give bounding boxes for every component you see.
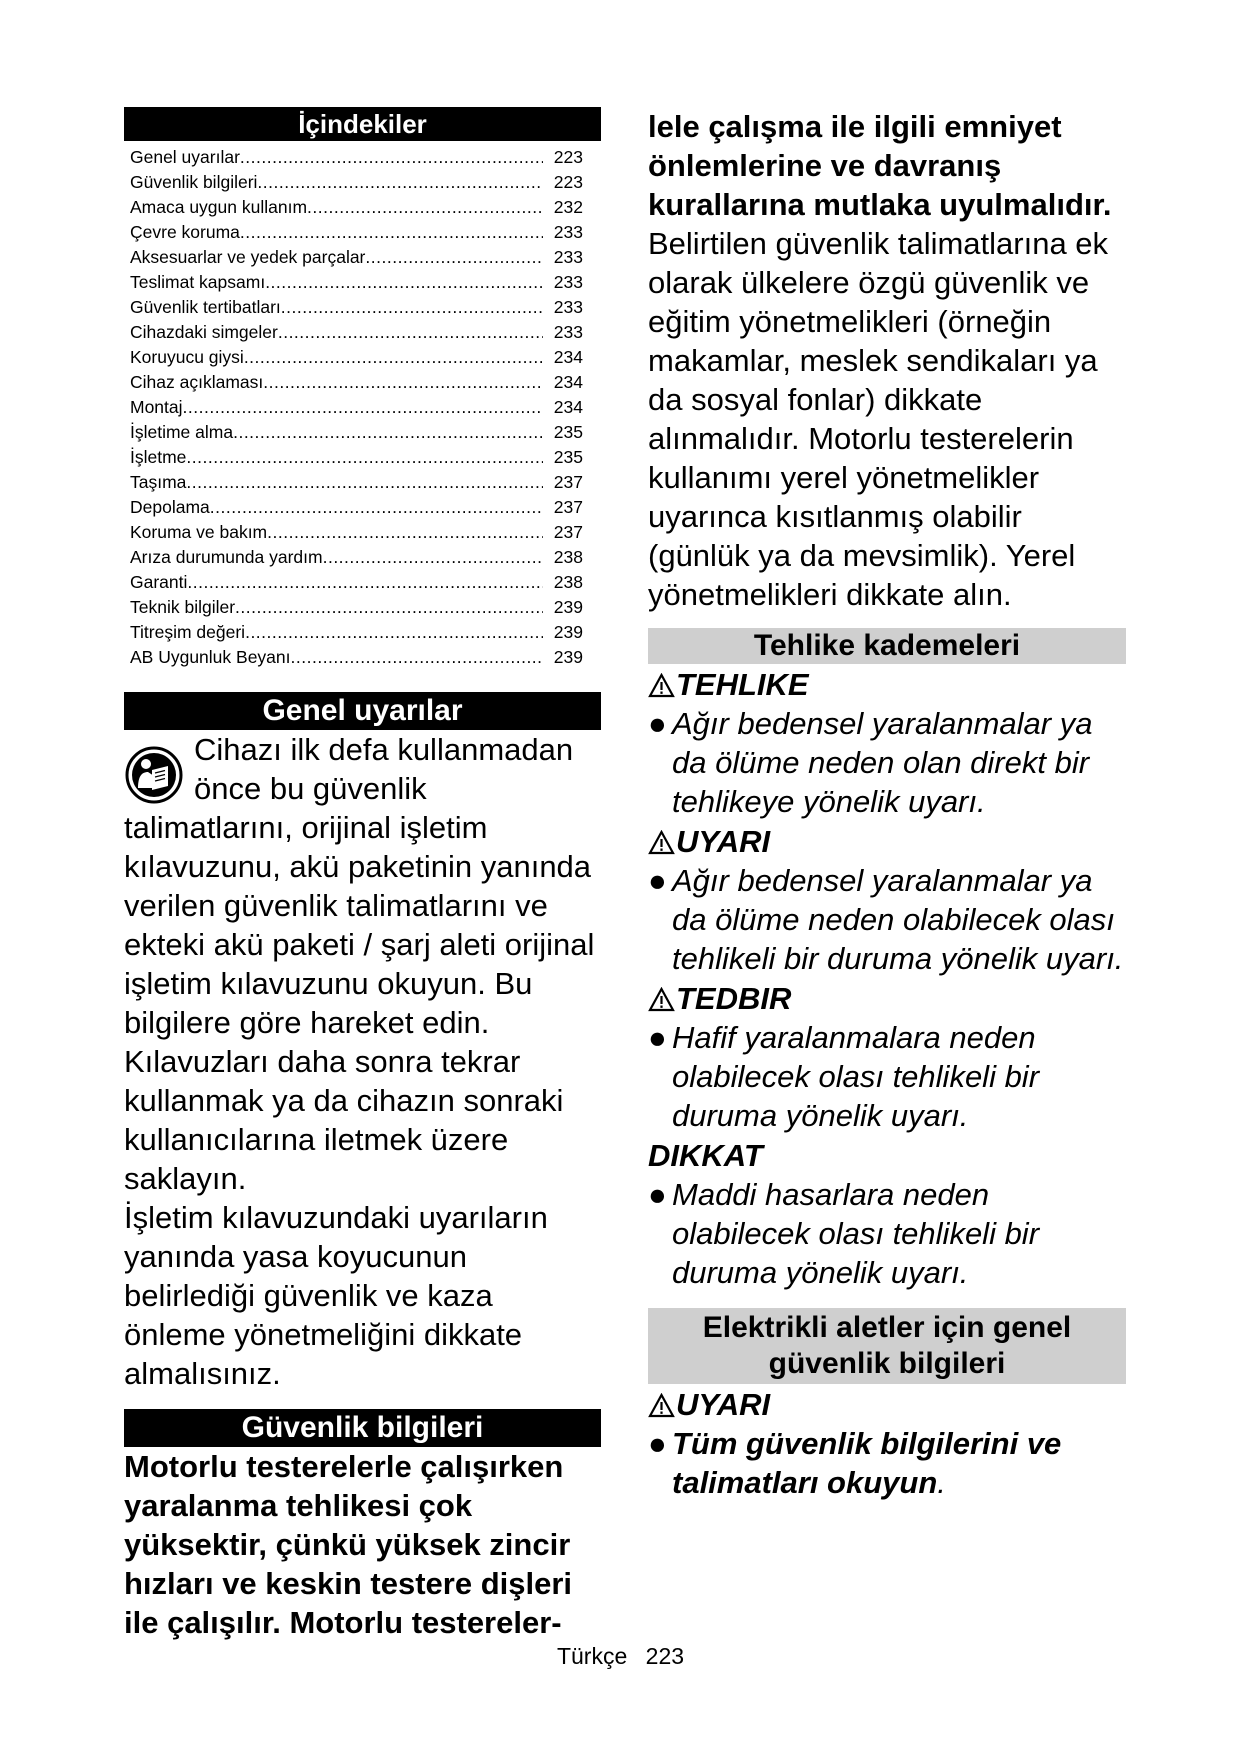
warning-triangle-icon [648,1393,675,1418]
hazard-danger-text: ● Ağır bedensel yaralanmalar ya da ölüme neden olan direkt bir tehlikeye yönelik uyarı. [648,706,1093,819]
warning-triangle-icon [648,673,675,698]
signal-word-warning: UYARI [648,823,1126,861]
hazard-notice-text: ● Maddi hasarlara neden olabilecek olası tehlikeli bir duruma yönelik uyarı. [648,1177,1040,1290]
signal-word-warning-electric: UYARI [648,1386,1126,1424]
general-warnings-paragraph-3: İşletim kılavuzundaki uyarıların yanında yasa koyucunun belirlediği güvenlik ve kaza önleme yönetmeliğini dikkate almalısınız. [124,1200,548,1391]
safety-info-bold-text-continued: lele çalışma ile ilgili emniyet önlemlerine ve davranış kurallarına mutlaka uyulmalıdır. [648,109,1112,222]
toc-entry[interactable]: Koruma ve bakım ..... 237 [130,520,601,545]
signal-word-notice: DIKKAT [648,1138,763,1173]
signal-word-caution: TEDBIR [648,980,1126,1018]
toc-entry[interactable]: Güvenlik tertibatları ..... 233 [130,295,601,320]
toc-entry[interactable]: İşletme ..... 235 [130,445,601,470]
toc-entry[interactable]: Güvenlik bilgileri ..... 223 [130,170,601,195]
hazard-levels-heading: Tehlike kademeleri [648,628,1126,664]
warning-triangle-icon [648,987,675,1012]
electric-tools-heading: Elektrikli aletler için genel güvenlik bilgileri [648,1308,1126,1384]
toc-entry[interactable]: Cihaz açıklaması ..... 234 [130,370,601,395]
toc-entry[interactable]: Amaca uygun kullanım ..... 232 [130,195,601,220]
page-number: 223 [645,1643,685,1669]
safety-info-heading: Güvenlik bilgileri [124,1409,601,1447]
toc-entry[interactable]: AB Uygunluk Beyanı ..... 239 [130,645,601,670]
toc-title: İçindekiler [124,107,601,141]
toc-entry[interactable]: Cihazdaki simgeler ..... 233 [130,320,601,345]
safety-info-text: Belirtilen güvenlik talimatlarına ek olarak ülkelere özgü güvenlik ve eğitim yönetmelikleri (örneğin makamlar, meslek sendikaları ya da sosyal fonlar) dikkate alınmalıdır. Motorlu testerelerin kullanımı yerel yönetmelikler uyarınca kısıtlanmış olabilir (günlük ya da mevsimlik). Yerel yönetmelikleri dikkate alın. [648,226,1109,612]
right-column [648,107,1126,1502]
toc-entry[interactable]: Titreşim değeri ..... 239 [130,620,601,645]
hazard-warning-text: ● Ağır bedensel yaralanmalar ya da ölüme neden olabilecek olası tehlikeli bir duruma yönelik uyarı. [648,863,1124,976]
page-footer [0,1641,1241,1671]
general-warnings-paragraph-2: Kılavuzları daha sonra tekrar kullanmak ya da cihazın sonraki kullanıcılarına iletmek üzere saklayın. [124,1044,564,1196]
toc-entry[interactable]: Montaj ..... 234 [130,395,601,420]
toc-entry[interactable]: İşletime alma ..... 235 [130,420,601,445]
toc-entry[interactable]: Depolama ..... 237 [130,495,601,520]
read-manual-icon [124,742,184,808]
left-column [124,107,601,1642]
toc-entry[interactable]: Genel uyarılar ..... 223 [130,145,601,170]
toc-entry[interactable]: Arıza durumunda yardım ..... 238 [130,545,601,570]
hazard-caution-text: ● Hafif yaralanmalara neden olabilecek olası tehlikeli bir duruma yönelik uyarı. [648,1020,1040,1133]
toc-entry[interactable]: Aksesuarlar ve yedek parçalar ..... 233 [130,245,601,270]
footer-language: Türkçe [556,1643,628,1669]
electric-read-instructions: ● Tüm güvenlik bilgilerini ve talimatları okuyun. [648,1426,1062,1500]
toc-entry[interactable]: Koruyucu giysi ..... 234 [130,345,601,370]
safety-info-bold-text: Motorlu testerelerle çalışırken yaralanma tehlikesi çok yüksektir, çünkü yüksek zincir hızları ve keskin testere dişleri ile çalışılır. Motorlu testereler- [124,1449,573,1640]
general-warnings-paragraph-1: Cihazı ilk defa kullanmadan önce bu güvenlik talimatlarını, orijinal işletim kılavuzunu, akü paketinin yanında verilen güvenlik talimatlarını ve ekteki akü paketi / şarj aleti orijinal işletim kılavuzunu okuyun. Bu bilgilere göre hareket edin. [124,732,595,1040]
toc-entry[interactable]: Taşıma ..... 237 [130,470,601,495]
toc-entry[interactable]: Çevre koruma ..... 233 [130,220,601,245]
toc-list [124,145,601,670]
toc-entry[interactable]: Garanti ..... 238 [130,570,601,595]
signal-word-danger: TEHLIKE [648,666,1126,704]
general-warnings-heading: Genel uyarılar [124,692,601,730]
toc-entry[interactable]: Teknik bilgiler ..... 239 [130,595,601,620]
toc-entry[interactable]: Teslimat kapsamı ..... 233 [130,270,601,295]
general-warnings-section [124,730,601,1042]
warning-triangle-icon [648,830,675,855]
